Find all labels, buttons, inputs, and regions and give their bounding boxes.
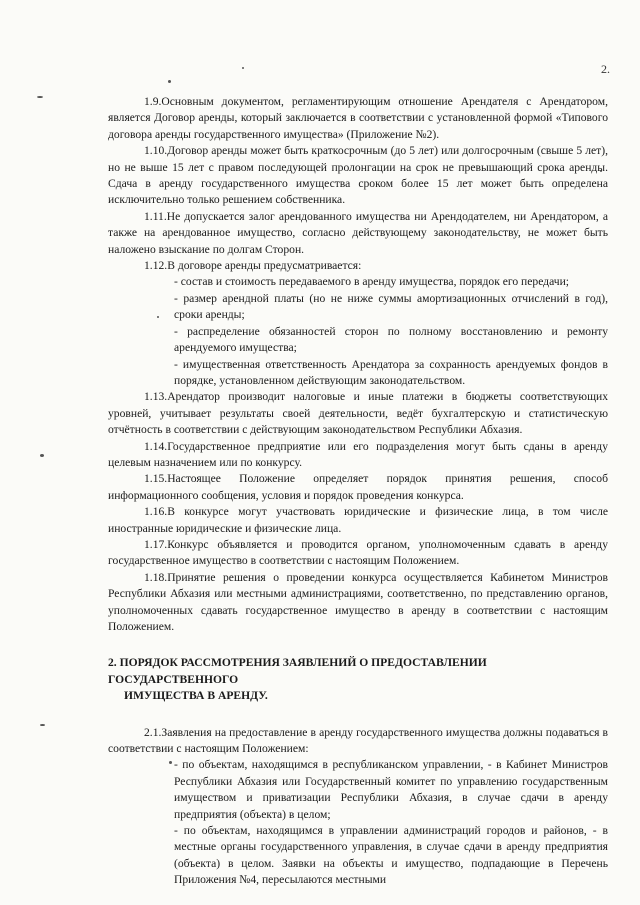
document-body — [108, 94, 608, 889]
paragraph-1-16: 1.16.В конкурсе могут участвовать юридические и физические лица, в том числе иностранные юридические и физические лица. — [108, 505, 608, 535]
paragraph-1-9: 1.9.Основным документом, регламентирующим отношение Арендателя с Арендатором, является Договор аренды, который заключается в соответствии с установленной формой «Типового договора аренды государственного имущества» (Приложение №2). — [108, 95, 608, 141]
page-number: 2. — [601, 62, 610, 76]
section-2-heading-line1: 2. ПОРЯДОК РАССМОТРЕНИЯ ЗАЯВЛЕНИЙ О ПРЕДОСТАВЛЕНИИ ГОСУДАРСТВЕННОГО — [108, 656, 487, 686]
section-2-heading — [108, 655, 608, 704]
list-item: - имущественная ответственность Арендатора за сохранность арендуемых фондов в порядке, установленном действующим законодательством. — [174, 357, 608, 387]
list-1-12 — [174, 274, 608, 389]
list-item: - состав и стоимость передаваемого в аренду имущества, порядок его передачи; — [174, 275, 570, 289]
paragraph-1-14: 1.14.Государственное предприятие или его подразделения могут быть сданы в аренду целевым назначением или по конкурсу. — [108, 439, 608, 469]
list-item: - распределение обязанностей сторон по полному восстановлению и ремонту арендуемого имущества; — [174, 324, 608, 355]
paragraph-2-1: 2.1.Заявления на предоставление в аренду государственного имущества должны подаваться в соответствии с настоящим Положением: — [108, 725, 608, 756]
list-item: - по объектам, находящимся в республиканском управлении, - в Кабинет Министров Республики Абхазия или Государственный комитет по управлению государственным имуществом и приватизации Республики Абхазия, в случае сдачи в аренду предприятия (объекта) в целом; — [174, 758, 608, 821]
paragraph-1-13: 1.13.Арендатор производит налоговые и иные платежи в бюджеты соответствующих уровней, учитывает результаты своей деятельности, ведёт бухгалтерскую и статистическую отчётность в соответствии с действующим законодательством Республики Абхазия. — [108, 390, 608, 437]
list-item: - по объектам, находящимся в управлении администраций городов и районов, - в местные органы государственного управления, в случае сдачи в аренду предприятия (объекта) в целом. Заявки на объекты и имущество, подпадающие в Перечень Приложения №4, пересылаются местными — [174, 824, 608, 887]
paragraph-1-11: 1.11.Не допускается залог арендованного имущества ни Арендодателем, ни Арендатором, а также на арендованное имущество, согласно действующему законодательству, не может быть наложено взыскание по долгам Сторон. — [108, 209, 608, 256]
list-2-1 — [174, 757, 608, 888]
paragraph-1-18: 1.18.Принятие решения о проведении конкурса осуществляется Кабинетом Министров Республики Абхазия или местными администрациями, соответственно, по представлению органов, уполномоченных сдавать государственное имущество в аренду в соответствии с настоящим Положением. — [108, 570, 608, 633]
section-2-heading-line2: ИМУЩЕСТВА В АРЕНДУ. — [124, 689, 268, 703]
list-item: - размер арендной платы (но не ниже суммы амортизационных отчислений в год), сроки аренды; — [174, 291, 608, 322]
paragraph-1-10: 1.10.Договор аренды может быть краткосрочным (до 5 лет) или долгосрочным (свыше 5 лет), но не выше 15 лет с правом последующей пролонгации на срок не превышающий срока аренды. Сдача в аренду государственного имущества сроком более 15 лет может быть определена исключительно только решением собственника. — [108, 144, 608, 207]
paragraph-1-12: 1.12.В договоре аренды предусматривается: — [144, 259, 362, 273]
paragraph-1-17: 1.17.Конкурс объявляется и проводится органом, уполномоченным сдавать в аренду государственное имущество в соответствии с настоящим Положением. — [108, 537, 608, 568]
paragraph-1-15: 1.15.Настоящее Положение определяет порядок принятия решения, способ информационного сообщения, условия и порядок проведения конкурса. — [108, 472, 608, 502]
